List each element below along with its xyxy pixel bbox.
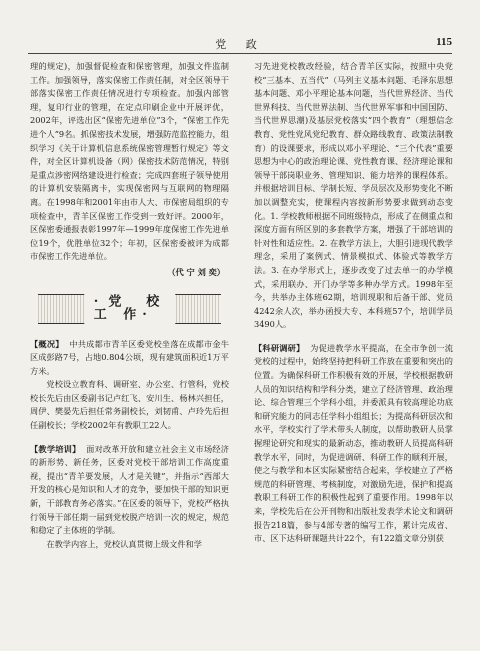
- paragraph-secrecy: 理的规定)，加强督促检查和保密管理，加强文件监制工作。加强领导，落实保密工作责任制，对全区领导干部落实保密工作责任情况进行专项检查。加强内部管理，复印行业的管理，在定点印刷企业中开展评优，2002年，评选出区“保密先进单位”3个，“保密工作先进个人”9名。抓保密技术发展，增强防范监控能力，组织学习《关于计算机信息系统保密管理暂行规定》等文件，对全区计算机设备（网）保密技术防范情况，特别是重点涉密网络建设进行检查；完成四套班子领导使用的计算机安装隔离卡，实现保密网与互联网的物理隔离。在1998年和2001年由市人大、市保密局组织的专项检查中，青羊区保密工作受到一致好评。2000年，区保密委通报表彰1997年—1999年度保密工作先进单位19个，优胜单位32个；年初，区保密委被评为成都市保密工作先进单位。: [30, 61, 229, 262]
- paragraph-staff: 党校设立教育科、调研室、办公室、行管科，党校校长先后由区委副书记卢红飞、安川生、杨林兴担任，周伊、樊晏先后担任常务副校长，刘韧甫、卢玲先后担任副校长；学校2002年有教职工22人。: [30, 379, 229, 431]
- running-title: 党 政: [215, 38, 265, 51]
- spacer: [30, 433, 229, 443]
- section-title: ·党 校 工 作·: [84, 293, 176, 324]
- section-banner: [38, 294, 221, 324]
- paragraph-overview: [30, 338, 229, 379]
- research-tag: 【科研调研】: [254, 342, 305, 353]
- research-text: 为促进教学水平提高，在全市争创一流党校的过程中，始终坚持把科研工作放在重要和突出的位置。为确保科研工作积极有效的开展，学校根据教研人员的知识结构和学科分类，建立了经济管理、政治理论、综合管理三个学科小组，并委派具有较高理论功底和研究能力的同志任学科小组组长；为提高科研层次和水平，学校实行了学术带头人制度，以帮助教研人员掌握理论研究和现实的最新动态，推动教研人员提高科研教学水平，同时，为促进调研、科研工作的顺利开展，使之与教学和本区实际紧密结合起来，学校建立了严格规范的科研管理、考核制度，对激励先进，保护和提高教职工科研工作的积极性起到了重要作用。1998年以来，学校先后在公开刊物和出版社发表学术论文和调研报告218篇，参与4部专著的编写工作，累计完成省、市、区下达科研课题共计22个，有122篇文章分别获: [254, 342, 453, 544]
- spacer: [254, 332, 453, 342]
- paragraph-teaching: [30, 443, 229, 538]
- teaching-text: 面对改革开放和建立社会主义市场经济的新形势、新任务，区委对党校干部培训工作高度重视，提出“青羊要发展，人才是关键”，并指示“西部大开发的核心是知识和人才的竞争，要加快干部的知识更新，干部教育务必落实。”在区委的领导下，党校严格执行领导干部任期一届到党校脱产培训一次的规定，规范和稳定了主体班的学制。: [30, 443, 229, 536]
- author-signature: （代 宁 刘 奕）: [167, 266, 225, 277]
- overview-tag: 【概况】: [30, 338, 64, 349]
- overview-text: 中共成都市青羊区委党校坐落在成都市金牛区成彭路7号，占地0.804公顷，现有建筑面积近1万平方米。: [30, 338, 229, 376]
- right-column: [254, 60, 453, 546]
- paragraph-curriculum: 习先进党校教改经验，结合青羊区实际，按照中央党校“三基本、五当代”（马列主义基本问题、毛泽东思想基本问题、邓小平理论基本问题，当代世界经济、当代世界科技、当代世界法制、当代世界军事和中国国防、当代世界思潮)及基层党校落实“四个教育”（理想信念教育、党性党风党纪教育、群众路线教育、政策法制教育）的设课要求，形成以邓小平理论、“三个代表”重要思想为中心的政治理论课、党性教育课、经济理论课和领导干部岗职业务、管理知识、能力培养的课程体系。并根据培训目标、学制长短、学员层次及形势变化不断加以调整充实，使课程内容按新形势要求做到动态变化。1. 学校教师根据不同班级特点，形成了在侧重点和深度方面有所区别的多套教学方案，增强了干部培训的针对性和适应性。2. 在教学方法上，大胆引进现代教学理念，采用了案例式、情景模拟式、体验式等教学方法。3. 在办学形式上，逐步改变了过去单一的办学模式，采用联办、开门办学等多种办学方式。1998年至今，共举办主体班62期，培训现职和后备干部、党员4242余人次，举办函授大专、本科班57个，培训学员3490人。: [254, 61, 453, 330]
- header-rule: [28, 53, 452, 54]
- page-number: 115: [436, 36, 452, 48]
- paragraph-research: [254, 342, 453, 546]
- left-column: [30, 60, 229, 551]
- running-header: [28, 36, 452, 52]
- paragraph-teaching-content: 在教学内容上，党校认真贯彻上级文件和学: [46, 538, 202, 549]
- teaching-tag: 【教学培训】: [30, 443, 81, 454]
